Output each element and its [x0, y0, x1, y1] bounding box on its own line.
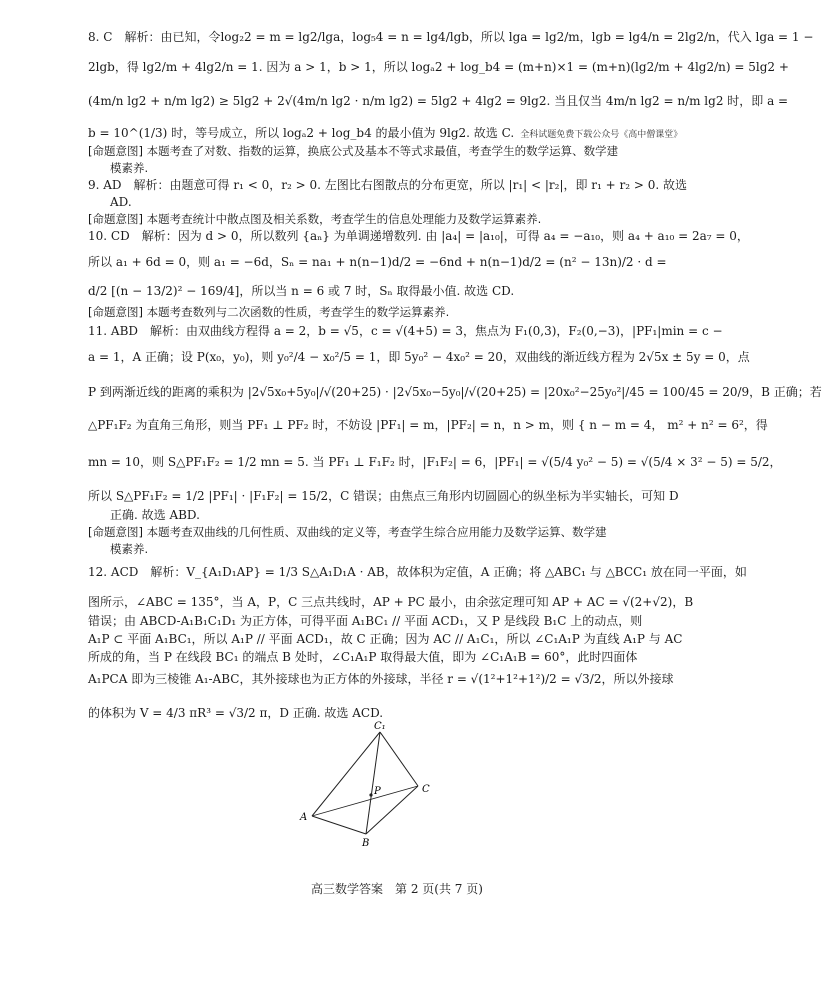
text-line-q11-intent1 — [88, 523, 738, 541]
line-text: △PF₁F₂ 为直角三角形，则当 PF₁ ⊥ PF₂ 时，不妨设 |PF₁| = m，|PF₂| = n，n > m，则 { n − m = 4， m² + n² = 6²，得 — [88, 418, 768, 432]
text-line-q10-intent — [88, 303, 738, 321]
line-text: mn = 10，则 S△PF₁F₂ = 1/2 mn = 5. 当 PF₁ ⊥ F₁F₂ 时，|F₁F₂| = 6，|PF₁| = √(5/4 y₀² − 5) = √(5/4 × 3² − 5) = 5/2， — [88, 455, 782, 469]
page-footer: 高三数学答案 第 2 页(共 7 页) — [311, 882, 483, 896]
text-line-q12-l1 — [88, 563, 747, 581]
text-line-q11-l4 — [88, 416, 768, 434]
line-text: 11. ABD 解析：由双曲线方程得 a = 2，b = √5，c = √(4+5) = 3，焦点为 F₁(0,3)，F₂(0,−3)，|PF₁|min = c − — [88, 324, 723, 338]
text-line-q12-l2 — [88, 593, 738, 611]
text-line-q11-l6 — [88, 487, 738, 505]
label-p: P — [374, 786, 381, 797]
line-text: 所成的角，当 P 在线段 BC₁ 的端点 B 处时，∠C₁A₁P 取得最大值，即为 ∠C₁A₁B = 60°，此时四面体 — [88, 650, 638, 664]
geometry-figure — [290, 720, 450, 850]
line-text: d/2 [(n − 13/2)² − 169/4]，所以当 n = 6 或 7 时，Sₙ 取得最小值. 故选 CD. — [88, 284, 515, 298]
watermark-annotation: 全科试题免费下载公众号《高中僧课堂》 — [520, 130, 683, 140]
text-line-q11-l7 — [110, 506, 738, 524]
line-text: 12. ACD 解析：V_{A₁D₁AP} = 1/3 S△A₁D₁A · AB，故体积为定值，A 正确；将 △ABC₁ 与 △BCC₁ 放在同一平面，如 — [88, 565, 747, 579]
edge-c1-c — [380, 732, 418, 786]
line-text: a = 1，A 正确；设 P(x₀，y₀)，则 y₀²/4 − x₀²/5 = 1，即 5y₀² − 4x₀² = 20，双曲线的渐近线方程为 2√5x ± 5y = 0，点 — [88, 350, 750, 364]
line-text: A₁P ⊂ 平面 A₁BC₁，所以 A₁P // 平面 ACD₁，故 C 正确；因为 AC // A₁C₁，所以 ∠C₁A₁P 为直线 A₁P 与 AC — [88, 632, 683, 646]
line-text: b = 10^(1/3) 时，等号成立，所以 logₐ2 + log_b4 的最小值为 9lg2. 故选 C. — [88, 126, 515, 140]
line-text: 模素养. — [110, 161, 149, 175]
line-text: 图所示，∠ABC = 135°，当 A，P，C 三点共线时，AP + PC 最小，由余弦定理可知 AP + AC = √(2+√2)，B — [88, 595, 694, 609]
label-c1: C₁ — [374, 721, 386, 732]
text-line-q10-l1 — [88, 227, 749, 245]
text-line-q11-l2 — [88, 348, 750, 366]
text-line-q9-l2 — [110, 193, 738, 211]
line-text: [命题意图] 本题考查数列与二次函数的性质，考查学生的数学运算素养. — [88, 305, 450, 319]
text-line-q10-l3 — [88, 282, 738, 300]
text-line-q8-l4 — [88, 124, 738, 144]
line-text: [命题意图] 本题考查双曲线的几何性质、双曲线的定义等，考查学生综合应用能力及数学运算、数学建 — [88, 525, 607, 539]
text-line-q9-intent — [88, 210, 738, 228]
text-line-q8-l1 — [88, 28, 814, 46]
line-text: 8. C 解析：由已知，令log₂2 = m = lg2/lga，log₅4 = n = lg4/lgb，所以 lga = lg2/m，lgb = lg4/n = 2lg2/n，代入 lga = 1 − — [88, 30, 814, 44]
line-text: 正确. 故选 ABD. — [110, 508, 200, 522]
line-text: P 到两渐近线的距离的乘积为 |2√5x₀+5y₀|/√(20+25) · |2√5x₀−5y₀|/√(20+25) = |20x₀²−25y₀²|/45 = 100/45 = 20/9，B 正确；若 — [88, 385, 822, 399]
line-text: [命题意图] 本题考查统计中散点图及相关系数，考查学生的信息处理能力及数学运算素养. — [88, 212, 542, 226]
line-text: A₁PCA 即为三棱锥 A₁-ABC，其外接球也为正方体的外接球，半径 r = √(1²+1²+1²)/2 = √3/2，所以外接球 — [88, 672, 674, 686]
line-text: 所以 a₁ + 6d = 0，则 a₁ = −6d，Sₙ = na₁ + n(n−1)d/2 = −6nd + n(n−1)d/2 = (n² − 13n)/2 · d = — [88, 255, 667, 269]
line-text: 的体积为 V = 4/3 πR³ = √3/2 π，D 正确. 故选 ACD. — [88, 706, 384, 720]
text-line-q8-l3 — [88, 92, 789, 110]
text-line-q9-l1 — [88, 176, 738, 194]
text-line-q8-l2 — [88, 58, 789, 76]
text-line-q12-l4 — [88, 630, 738, 648]
line-text: (4m/n lg2 + n/m lg2) ≥ 5lg2 + 2√(4m/n lg2 · n/m lg2) = 5lg2 + 4lg2 = 9lg2. 当且仅当 4m/n lg2 = n/m lg2 时，即 a = — [88, 94, 789, 108]
line-text: 模素养. — [110, 542, 149, 556]
line-text: 错误；由 ABCD-A₁B₁C₁D₁ 为正方体，可得平面 A₁BC₁ // 平面 ACD₁，又 P 是线段 B₁C 上的动点，则 — [88, 614, 643, 628]
text-line-q11-l5 — [88, 453, 782, 471]
label-a: A — [300, 812, 308, 823]
edge-a-b — [312, 816, 366, 834]
text-line-q11-intent2 — [110, 540, 738, 558]
line-text: 9. AD 解析：由题意可得 r₁ < 0，r₂ > 0. 左图比右图散点的分布更宽，所以 |r₁| < |r₂|，即 r₁ + r₂ > 0. 故选 — [88, 178, 688, 192]
point-p-dot — [369, 793, 372, 796]
line-text: [命题意图] 本题考查了对数、指数的运算，换底公式及基本不等式求最值，考查学生的数学运算、数学建 — [88, 144, 619, 158]
label-c: C — [422, 784, 430, 795]
label-b: B — [362, 838, 370, 849]
text-line-q12-l3 — [88, 612, 738, 630]
text-line-q8-intent2 — [110, 159, 738, 177]
line-text: 所以 S△PF₁F₂ = 1/2 |PF₁| · |F₁F₂| = 15/2，C 错误；由焦点三角形内切圆圆心的纵坐标为半实轴长，可知 D — [88, 489, 679, 503]
text-line-q10-l2 — [88, 253, 738, 271]
line-text: 2lgb，得 lg2/m + 4lg2/n = 1. 因为 a > 1，b > 1，所以 logₐ2 + log_b4 = (m+n)×1 = (m+n)(lg2/m + 4lg2/n) = 5lg2 + — [88, 60, 789, 74]
text-line-q11-l1 — [88, 322, 738, 340]
text-line-q8-intent1 — [88, 142, 738, 160]
line-text: AD. — [110, 195, 132, 209]
text-line-q11-l3 — [88, 383, 822, 401]
text-line-q12-l6 — [88, 670, 738, 688]
line-text: 10. CD 解析：因为 d > 0，所以数列 {aₙ} 为单调递增数列. 由 |a₄| = |a₁₀|，可得 a₄ = −a₁₀，则 a₄ + a₁₀ = 2a₇ = 0， — [88, 229, 749, 243]
text-line-q12-l5 — [88, 648, 738, 666]
